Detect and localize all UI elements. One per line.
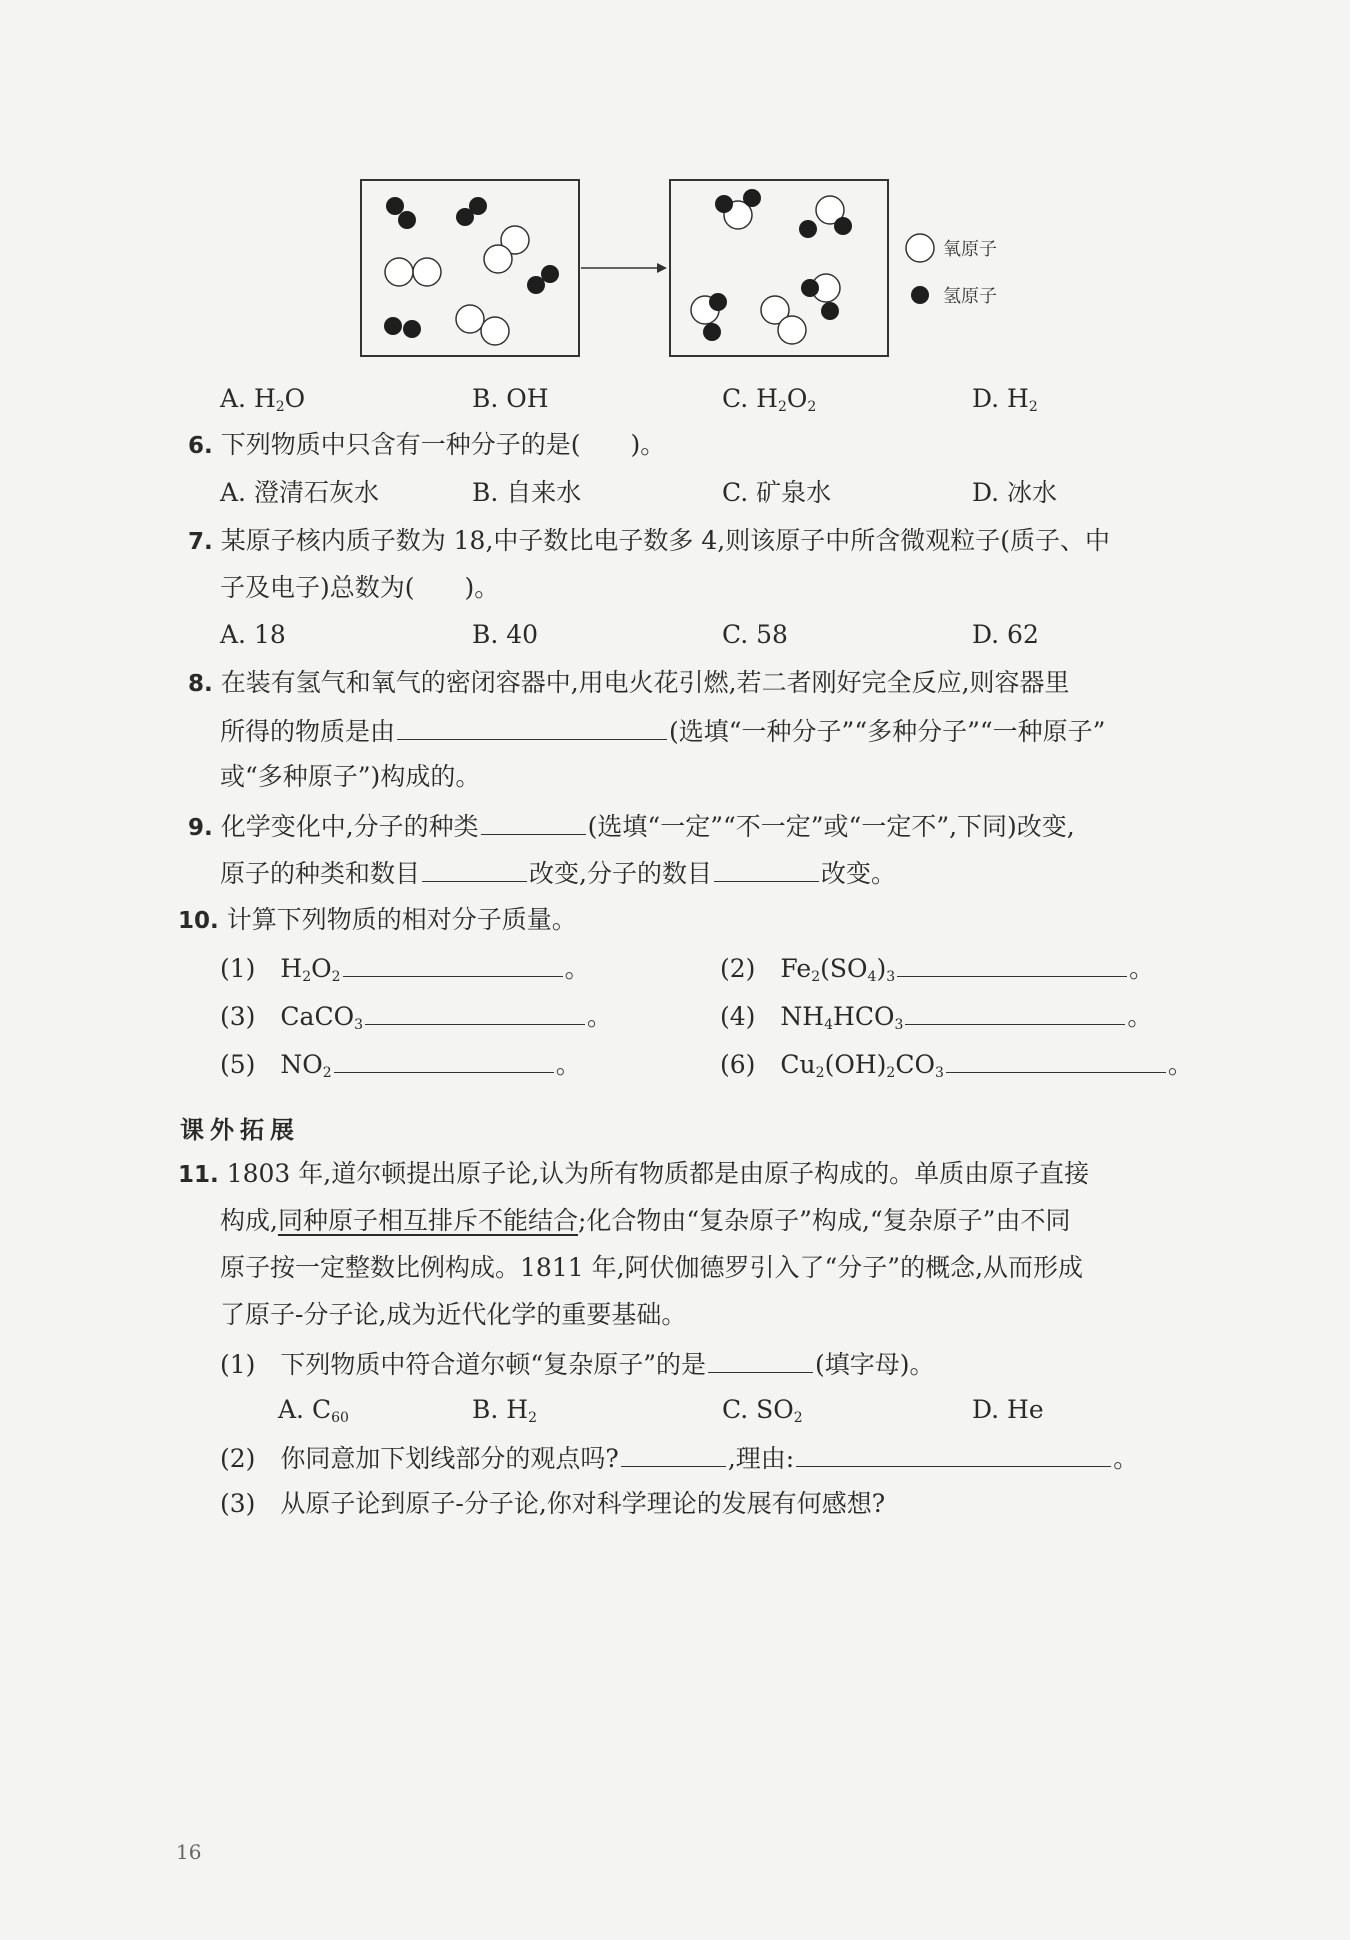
q10-item-3: (3) CaCO$_3$ 。 [220,998,612,1042]
q9-blank-3[interactable] [714,855,819,882]
q11-stem-line2: 构成,同种原子相互排斥不能结合;化合物由“复杂原子”构成,“复杂原子”由不同 [220,1206,1071,1235]
q10-item-4: (4) $NH_4HCO_3$ 。 [720,998,1152,1042]
q5-option-a: A. $H_2O$ [220,384,306,415]
water-molecule [761,296,806,344]
q10-item-6: (6) $Cu_2(OH)_2CO_3$ 。 [720,1046,1193,1090]
q9-stem-line2: 原子的种类和数目 改变,分子的数目 改变。 [220,855,896,891]
oxygen-legend-icon [906,234,934,262]
q11-stem-line3: 原子按一定整数比例构成。1811 年,阿伏伽德罗引入了“分子”的概念,从而形成 [220,1253,1084,1282]
q11-stem-line1: 11. 1803 年,道尔顿提出原子论,认为所有物质都是由原子构成的。单质由原子直接 [178,1159,1090,1188]
q5-option-d: D. $H_2$ [972,384,1038,415]
q11-option-d: D. He [972,1395,1044,1424]
q10-blank-6[interactable] [946,1046,1166,1073]
q7-option-c: C. 58 [722,620,788,649]
q7-stem-line2: 子及电子)总数为( )。 [220,573,500,602]
q11-option-a: A. $C_{60}$ [278,1395,349,1426]
q11-option-c: C. $SO_2$ [722,1395,803,1426]
q10-blank-5[interactable] [334,1046,554,1073]
q6-option-d: D. 冰水 [972,478,1058,507]
molecule-diagram [355,170,1035,370]
hydrogen-molecule [456,197,487,226]
q7-option-a: A. 18 [220,620,286,649]
q8-stem-line3: 或“多种原子”)构成的。 [220,762,481,791]
q6-stem: 6. 下列物质中只含有一种分子的是( )。 [188,430,666,459]
section-title: 课外拓展 [180,1116,300,1144]
underlined-claim: 同种原子相互排斥不能结合 [277,1206,578,1235]
q8-stem-line2: 所得的物质是由 (选填“一种分子”“多种分子”“一种原子” [220,713,1105,749]
q8-answer-blank[interactable] [397,713,667,740]
oxygen-molecule [456,305,509,345]
water-molecule [691,293,727,341]
hydrogen-molecule [527,265,559,294]
hydrogen-molecule [386,197,416,229]
q11-sub3: (3) 从原子论到原子-分子论,你对科学理论的发展有何感想? [220,1489,886,1518]
q7-stem-line1: 7. 某原子核内质子数为 18,中子数比电子数多 4,则该原子中所含微观粒子(质子、中 [188,526,1110,555]
q5-option-b: B. OH [472,384,549,413]
q10-blank-3[interactable] [365,998,585,1025]
q10-stem: 10. 计算下列物质的相对分子质量。 [178,905,577,934]
q11-blank-3[interactable] [796,1440,1111,1467]
water-molecule [715,189,761,229]
q10-item-2: (2) $Fe_2(SO_4)_3$ 。 [720,950,1154,994]
q9-stem-line1: 9. 化学变化中,分子的种类 (选填“一定”“不一定”或“一定不”,下同)改变, [188,808,1075,845]
q5-option-c: C. $H_2O_2$ [722,384,817,415]
q9-blank-1[interactable] [481,808,586,835]
q10-blank-2[interactable] [897,950,1127,977]
water-molecule [801,274,840,320]
q11-blank-1[interactable] [708,1346,813,1373]
hydrogen-legend-label: 氢原子 [943,286,997,307]
page-number: 16 [176,1840,202,1864]
q9-blank-2[interactable] [422,855,527,882]
q7-option-d: D. 62 [972,620,1039,649]
q10-blank-1[interactable] [343,950,563,977]
oxygen-molecule [484,226,529,273]
q10-item-5: (5) $NO_2$ 。 [220,1046,581,1090]
q11-option-b: B. $H_2$ [472,1395,537,1426]
oxygen-legend-label: 氧原子 [943,239,997,260]
water-molecule [799,196,852,238]
hydrogen-molecule [384,317,421,338]
q6-option-a: A. 澄清石灰水 [220,478,379,507]
q6-option-b: B. 自来水 [472,478,582,507]
q11-sub2: (2) 你同意加下划线部分的观点吗? ,理由: 。 [220,1440,1138,1476]
q11-blank-2[interactable] [621,1440,726,1467]
q11-sub1: (1) 下列物质中符合道尔顿“复杂原子”的是 (填字母)。 [220,1346,935,1382]
q8-stem-line1: 8. 在装有氢气和氧气的密闭容器中,用电火花引燃,若二者刚好完全反应,则容器里 [188,668,1070,697]
oxygen-molecule [385,258,441,286]
q11-stem-line4: 了原子-分子论,成为近代化学的重要基础。 [220,1300,687,1329]
q7-option-b: B. 40 [472,620,539,649]
q6-option-c: C. 矿泉水 [722,478,832,507]
q10-item-1: (1) $H_2O_2$ 。 [220,950,590,994]
q10-blank-4[interactable] [905,998,1125,1025]
hydrogen-legend-icon [911,286,929,304]
